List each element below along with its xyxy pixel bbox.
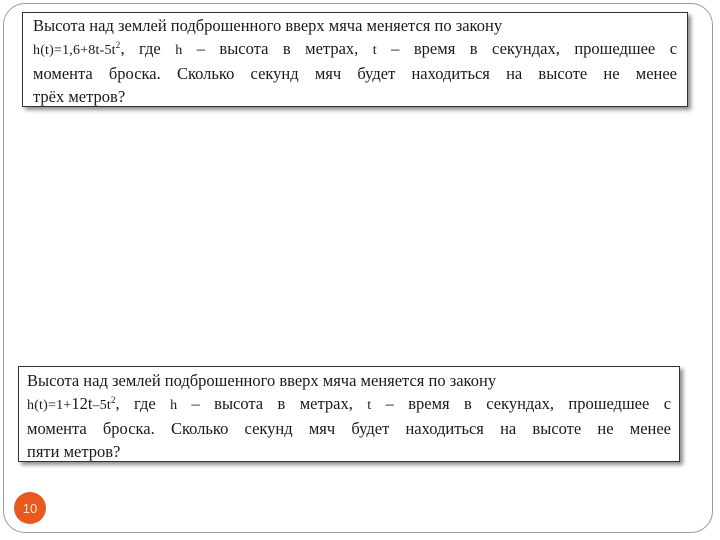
problem-1-line-3: момента броска. Сколько секунд мяч будет находиться на высоте не менее [33, 64, 677, 83]
slide-number-badge: 10 [14, 492, 46, 524]
problem-1-line-1: Высота над землей подброшенного вверх мяча меняется по закону [33, 16, 503, 35]
problem-box-1 [22, 12, 688, 107]
problem-2-line-3: момента броска. Сколько секунд мяч будет находиться на высоте не менее [27, 419, 671, 438]
problem-1-formula: $h(t)=1,6+8t-5t^2$ [33, 40, 121, 58]
problem-1-line-4: трёх метров? [33, 87, 126, 106]
problem-box-2 [18, 366, 680, 462]
problem-2-formula: $h(t)=1+12t-5t^2$ [27, 394, 116, 413]
problem-2-line-4: пяти метров? [27, 442, 121, 461]
problem-2-line-2: $h(t)=1+12t-5t^2$, где h – высота в метрах, t – время в секундах, прошедшее с [27, 394, 672, 413]
problem-1-line-2: $h(t)=1,6+8t-5t^2$, где h – высота в метрах, t – время в секундах, прошедшее с [33, 39, 678, 58]
problem-2-line-1: Высота над землей подброшенного вверх мяча меняется по закону [27, 371, 497, 390]
